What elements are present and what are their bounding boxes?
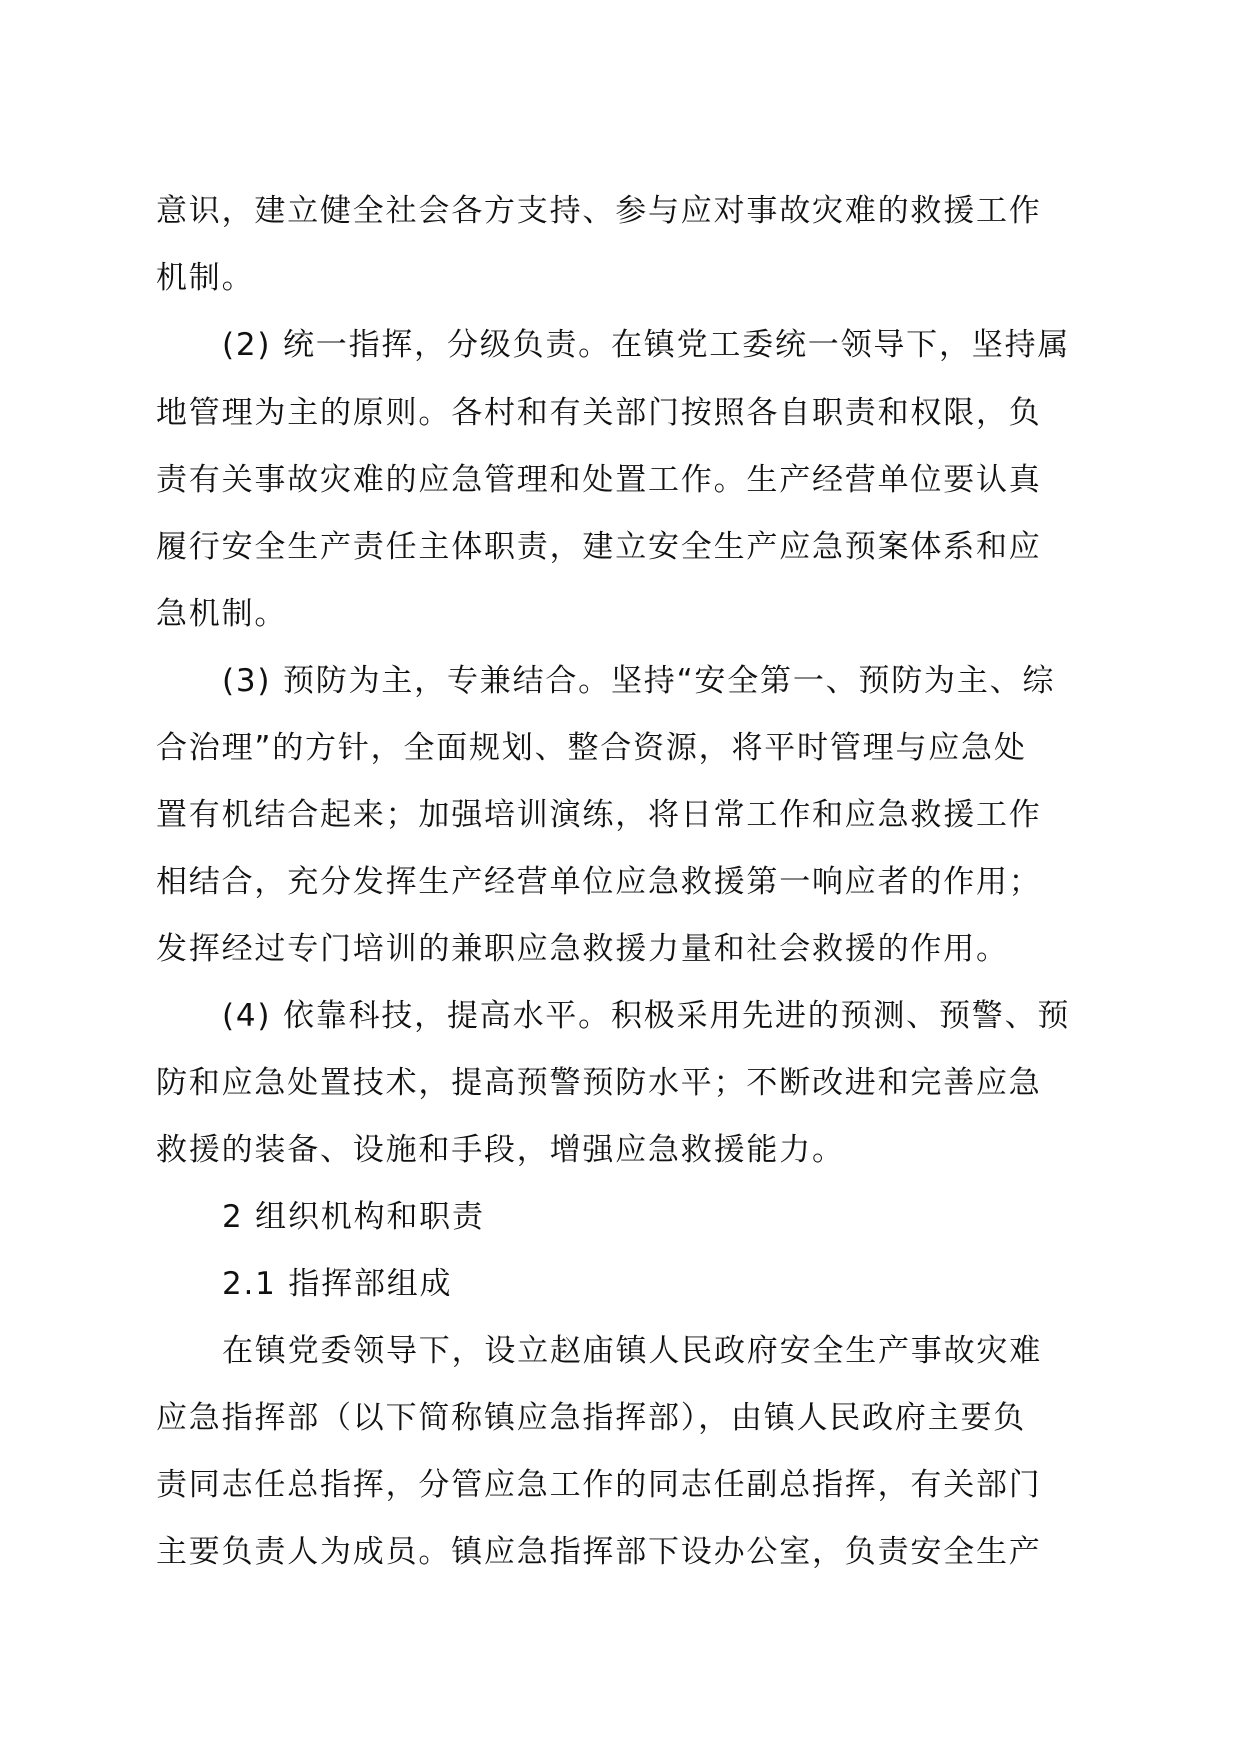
body-text-line: 相结合，充分发挥生产经营单位应急救援第一响应者的作用； — [156, 864, 1042, 900]
subsection-heading: 2.1 指挥部组成 — [222, 1266, 453, 1302]
principle-3-line: (3) 预防为主，专兼结合。坚持“安全第一、预防为主、综 — [222, 663, 1056, 699]
body-text-line: 履行安全生产责任主体职责，建立安全生产应急预案体系和应 — [156, 529, 1042, 565]
body-text-line: 急机制。 — [156, 596, 288, 632]
principle-2-line: (2) 统一指挥，分级负责。在镇党工委统一领导下，坚持属 — [222, 327, 1071, 363]
body-text-line: 防和应急处置技术，提高预警预防水平；不断改进和完善应急 — [156, 1065, 1042, 1101]
body-text-line: 地管理为主的原则。各村和有关部门按照各自职责和权限，负 — [156, 395, 1042, 431]
body-text-line: 主要负责人为成员。镇应急指挥部下设办公室，负责安全生产 — [156, 1534, 1042, 1570]
body-text-line: 置有机结合起来；加强培训演练，将日常工作和应急救援工作 — [156, 797, 1042, 833]
body-text-line: 救援的装备、设施和手段，增强应急救援能力。 — [156, 1132, 845, 1168]
paragraph-start-line: 在镇党委领导下，设立赵庙镇人民政府安全生产事故灾难 — [222, 1333, 1042, 1369]
body-text-line: 责有关事故灾难的应急管理和处置工作。生产经营单位要认真 — [156, 462, 1042, 498]
body-text-line: 机制。 — [156, 260, 255, 296]
section-heading: 2 组织机构和职责 — [222, 1199, 485, 1235]
body-text-line: 合治理”的方针，全面规划、整合资源，将平时管理与应急处 — [156, 730, 1027, 766]
principle-4-line: (4) 依靠科技，提高水平。积极采用先进的预测、预警、预 — [222, 998, 1071, 1034]
body-text-line: 发挥经过专门培训的兼职应急救援力量和社会救援的作用。 — [156, 931, 1009, 967]
body-text-line: 责同志任总指挥，分管应急工作的同志任副总指挥，有关部门 — [156, 1467, 1042, 1503]
body-text-line: 意识，建立健全社会各方支持、参与应对事故灾难的救援工作 — [156, 193, 1042, 229]
body-text-line: 应急指挥部（以下简称镇应急指挥部），由镇人民政府主要负 — [156, 1400, 1027, 1436]
